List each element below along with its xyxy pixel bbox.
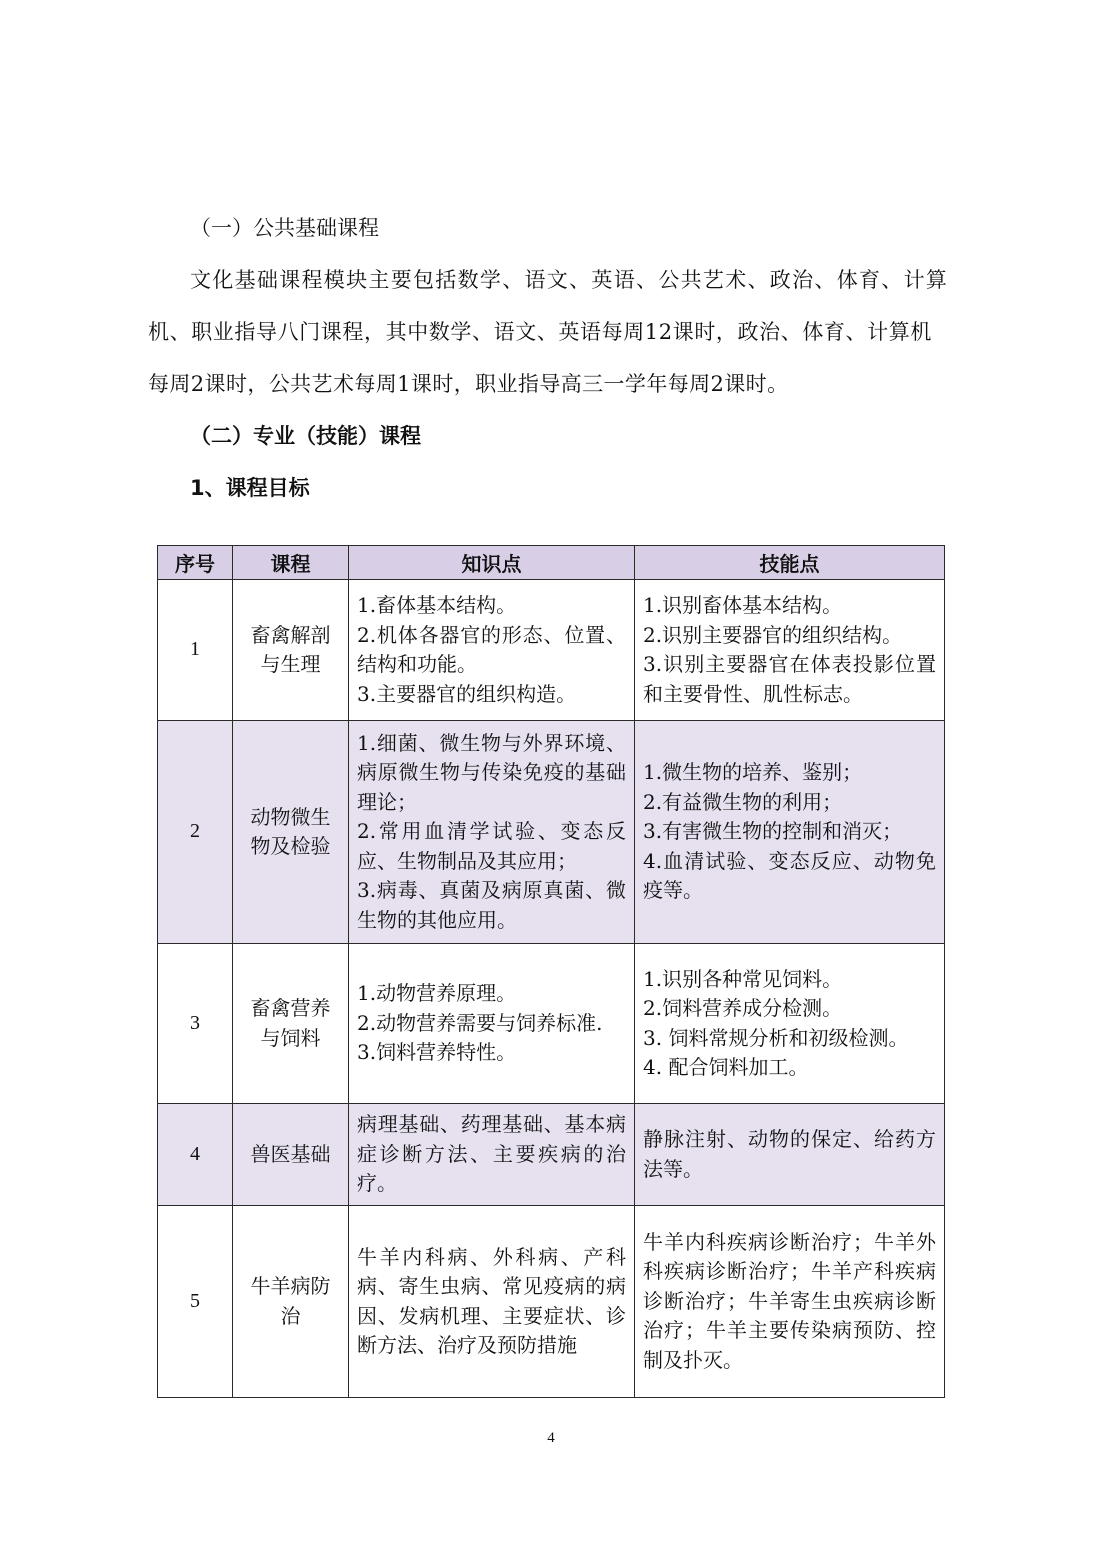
skill-cell <box>635 721 945 944</box>
intro-paragraph-line: 文化基础课程模块主要包括数学、语文、英语、公共艺术、政治、体育、计算 <box>190 268 949 292</box>
row-number: 3 <box>158 944 233 1104</box>
knowledge-item: 2.动物营养需要与饲养标准. <box>357 1010 603 1035</box>
subsection-heading-course-goals: 1、课程目标 <box>190 476 310 500</box>
skill-item: 3.有害微生物的控制和消灭； <box>643 819 903 844</box>
row-number: 4 <box>158 1104 233 1206</box>
row-number: 5 <box>158 1206 233 1398</box>
course-name: 兽医基础 <box>233 1104 349 1206</box>
row-number: 1 <box>158 580 233 721</box>
skill-cell <box>635 1206 945 1398</box>
table-header-row <box>158 546 945 580</box>
knowledge-item: 1.动物营养原理。 <box>357 981 517 1006</box>
knowledge-cell <box>349 721 635 944</box>
table-row <box>158 1206 945 1398</box>
course-name: 畜禽营养与饲料 <box>233 944 349 1104</box>
skill-item: 3.识别主要器官在体表投影位置和主要骨性、肌性标志。 <box>643 652 936 706</box>
section-heading-public-courses: （一）公共基础课程 <box>190 216 379 240</box>
knowledge-item: 3.主要器官的组织构造。 <box>357 681 577 706</box>
header-skill: 技能点 <box>635 546 945 580</box>
row-number: 2 <box>158 721 233 944</box>
intro-paragraph-line: 每周2课时，公共艺术每周1课时，职业指导高三一学年每周2课时。 <box>148 372 789 396</box>
intro-paragraph-line: 机、职业指导八门课程，其中数学、语文、英语每周12课时，政治、体育、计算机 <box>148 320 932 344</box>
course-name: 畜禽解剖与生理 <box>233 580 349 721</box>
header-number: 序号 <box>158 546 233 580</box>
table-row <box>158 944 945 1104</box>
page-number: 4 <box>547 1430 555 1446</box>
skill-item: 静脉注射、动物的保定、给药方法等。 <box>643 1127 936 1181</box>
knowledge-cell <box>349 944 635 1104</box>
knowledge-item: 3.饲料营养特性。 <box>357 1040 517 1065</box>
section-heading-professional-courses: （二）专业（技能）课程 <box>190 424 421 448</box>
header-knowledge: 知识点 <box>349 546 635 580</box>
skill-item: 1.识别各种常见饲料。 <box>643 966 843 991</box>
skill-item: 3. 饲料常规分析和初级检测。 <box>643 1025 909 1050</box>
table-row <box>158 580 945 721</box>
skill-cell <box>635 1104 945 1206</box>
skill-item: 1.微生物的培养、鉴别； <box>643 760 863 785</box>
skill-item: 4.血清试验、变态反应、动物免疫等。 <box>643 848 936 903</box>
header-course: 课程 <box>233 546 349 580</box>
skill-item: 1.识别畜体基本结构。 <box>643 593 843 617</box>
skill-item: 4. 配合饲料加工。 <box>643 1055 809 1079</box>
knowledge-item: 牛羊内科病、外科病、产科病、寄生虫病、常见疫病的病因、发病机理、主要症状、诊断方法、治疗及预防措施 <box>357 1244 626 1357</box>
skill-item: 牛羊内科疾病诊断治疗；牛羊外科疾病诊断治疗；牛羊产科疾病诊断治疗；牛羊寄生虫疾病诊断治疗；牛羊主要传染病预防、控制及扑灭。 <box>643 1229 936 1372</box>
skill-item: 2.饲料营养成分检测。 <box>643 996 843 1020</box>
course-goals-table <box>157 545 945 1398</box>
table-row <box>158 1104 945 1206</box>
table-row <box>158 721 945 944</box>
knowledge-cell <box>349 1104 635 1206</box>
skill-item: 2.识别主要器官的组织结构。 <box>643 622 903 647</box>
skill-cell <box>635 580 945 721</box>
knowledge-item: 1.细菌、微生物与外界环境、病原微生物与传染免疫的基础理论； <box>357 730 626 814</box>
course-name: 牛羊病防治 <box>233 1206 349 1398</box>
knowledge-item: 2.机体各器官的形态、位置、结构和功能。 <box>357 622 626 676</box>
knowledge-item: 1.畜体基本结构。 <box>357 593 517 617</box>
knowledge-cell <box>349 580 635 721</box>
knowledge-item: 2.常用血清学试验、变态反应、生物制品及其应用； <box>357 819 626 873</box>
knowledge-item: 病理基础、药理基础、基本病症诊断方法、主要疾病的治疗。 <box>357 1112 626 1196</box>
skill-cell <box>635 944 945 1104</box>
skill-item: 2.有益微生物的利用； <box>643 789 843 814</box>
knowledge-item: 3.病毒、真菌及病原真菌、微生物的其他应用。 <box>357 878 626 932</box>
course-name: 动物微生物及检验 <box>233 721 349 944</box>
knowledge-cell <box>349 1206 635 1398</box>
